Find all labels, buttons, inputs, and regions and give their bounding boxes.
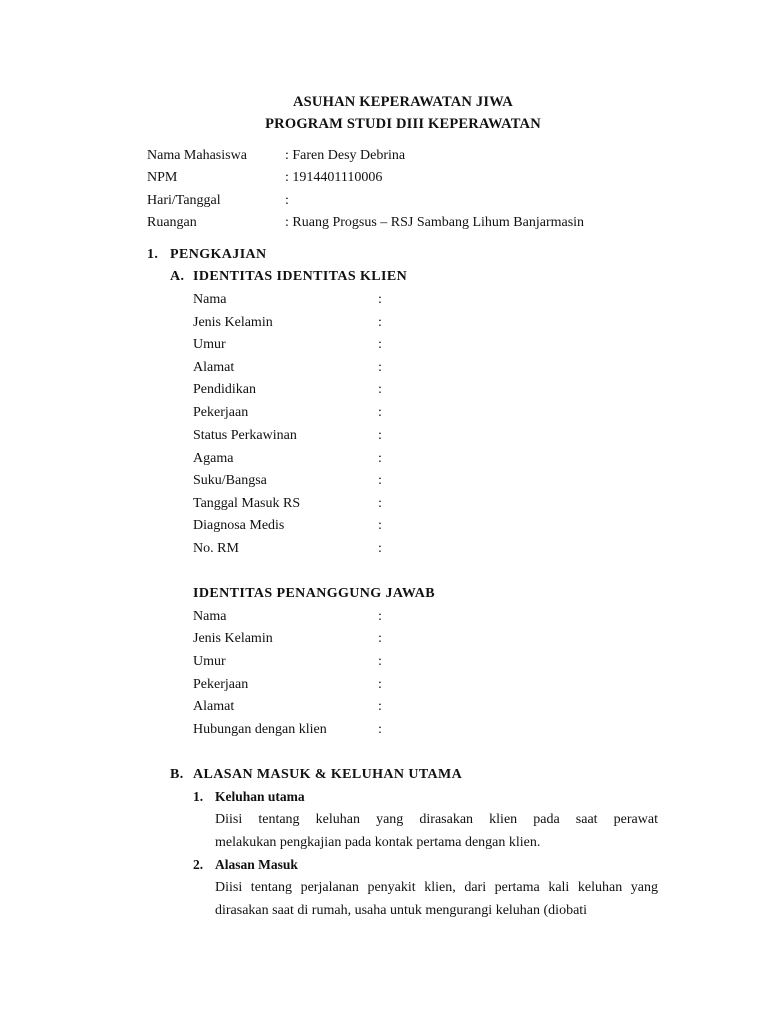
guardian-field-label: Nama — [193, 609, 227, 624]
subsection-a-title: IDENTITAS IDENTITAS KLIEN — [193, 269, 408, 284]
guardian-field-label: Hubungan dengan klien — [193, 722, 327, 737]
client-field-colon: : — [378, 518, 382, 533]
client-field-colon: : — [378, 360, 382, 375]
client-field-label: Jenis Kelamin — [193, 315, 273, 330]
item-1-paragraph-line: melakukan pengkajian pada kontak pertama dengan klien. — [215, 835, 541, 850]
document-title-line-1: ASUHAN KEPERAWATAN JIWA — [293, 94, 513, 110]
client-field-label: Suku/Bangsa — [193, 473, 267, 488]
subsection-b-letter: B. — [170, 767, 184, 782]
client-field-colon: : — [378, 315, 382, 330]
item-1-title: Keluhan utama — [215, 789, 305, 804]
item-2-title: Alasan Masuk — [215, 857, 298, 872]
guardian-field-label: Alamat — [193, 699, 235, 714]
client-field-colon: : — [378, 405, 382, 420]
item-1-paragraph-line: Diisi tentang keluhan yang dirasakan klien pada saat perawat — [215, 812, 658, 827]
guardian-field-colon: : — [378, 654, 382, 669]
guardian-field-label: Umur — [193, 654, 226, 669]
client-field-label: Pekerjaan — [193, 405, 249, 420]
client-field-colon: : — [378, 541, 382, 556]
client-field-colon: : — [378, 451, 382, 466]
client-field-label: Pendidikan — [193, 382, 256, 397]
guardian-field-label: Pekerjaan — [193, 677, 249, 692]
client-field-label: Tanggal Masuk RS — [193, 496, 301, 511]
guardian-identity-title: IDENTITAS PENANGGUNG JAWAB — [193, 586, 435, 601]
guardian-field-colon: : — [378, 699, 382, 714]
npm-label: NPM — [147, 170, 178, 185]
item-2-number: 2. — [193, 857, 204, 872]
client-field-colon: : — [378, 496, 382, 511]
guardian-field-colon: : — [378, 677, 382, 692]
client-field-label: Umur — [193, 337, 226, 352]
guardian-field-label: Jenis Kelamin — [193, 631, 273, 646]
client-field-colon: : — [378, 337, 382, 352]
date-label: Hari/Tanggal — [147, 193, 221, 208]
client-field-colon: : — [378, 382, 382, 397]
section-1-number: 1. — [147, 247, 159, 262]
item-2-paragraph-line: Diisi tentang perjalanan penyakit klien, dari pertama kali keluhan yang — [215, 880, 658, 895]
client-field-label: Status Perkawinan — [193, 428, 297, 443]
client-field-colon: : — [378, 292, 382, 307]
date-value: : — [285, 193, 289, 208]
student-name-value: : Faren Desy Debrina — [285, 148, 406, 163]
client-field-label: Alamat — [193, 360, 235, 375]
guardian-field-colon: : — [378, 609, 382, 624]
client-field-colon: : — [378, 428, 382, 443]
guardian-field-colon: : — [378, 631, 382, 646]
room-label: Ruangan — [147, 215, 197, 230]
subsection-a-letter: A. — [170, 269, 185, 284]
client-field-label: Nama — [193, 292, 227, 307]
item-2-paragraph-line: dirasakan saat di rumah, usaha untuk mengurangi keluhan (diobati — [215, 903, 588, 918]
subsection-b-title: ALASAN MASUK & KELUHAN UTAMA — [193, 767, 463, 782]
client-field-label: No. RM — [193, 541, 239, 556]
room-value: : Ruang Progsus – RSJ Sambang Lihum Banjarmasin — [285, 215, 585, 230]
item-1-number: 1. — [193, 789, 204, 804]
client-field-label: Agama — [193, 451, 234, 466]
student-name-label: Nama Mahasiswa — [147, 148, 247, 163]
client-field-colon: : — [378, 473, 382, 488]
guardian-field-colon: : — [378, 722, 382, 737]
section-1-title: PENGKAJIAN — [170, 247, 267, 262]
client-field-label: Diagnosa Medis — [193, 518, 285, 533]
document-title-line-2: PROGRAM STUDI DIII KEPERAWATAN — [265, 116, 541, 132]
npm-value: : 1914401110006 — [285, 170, 383, 185]
